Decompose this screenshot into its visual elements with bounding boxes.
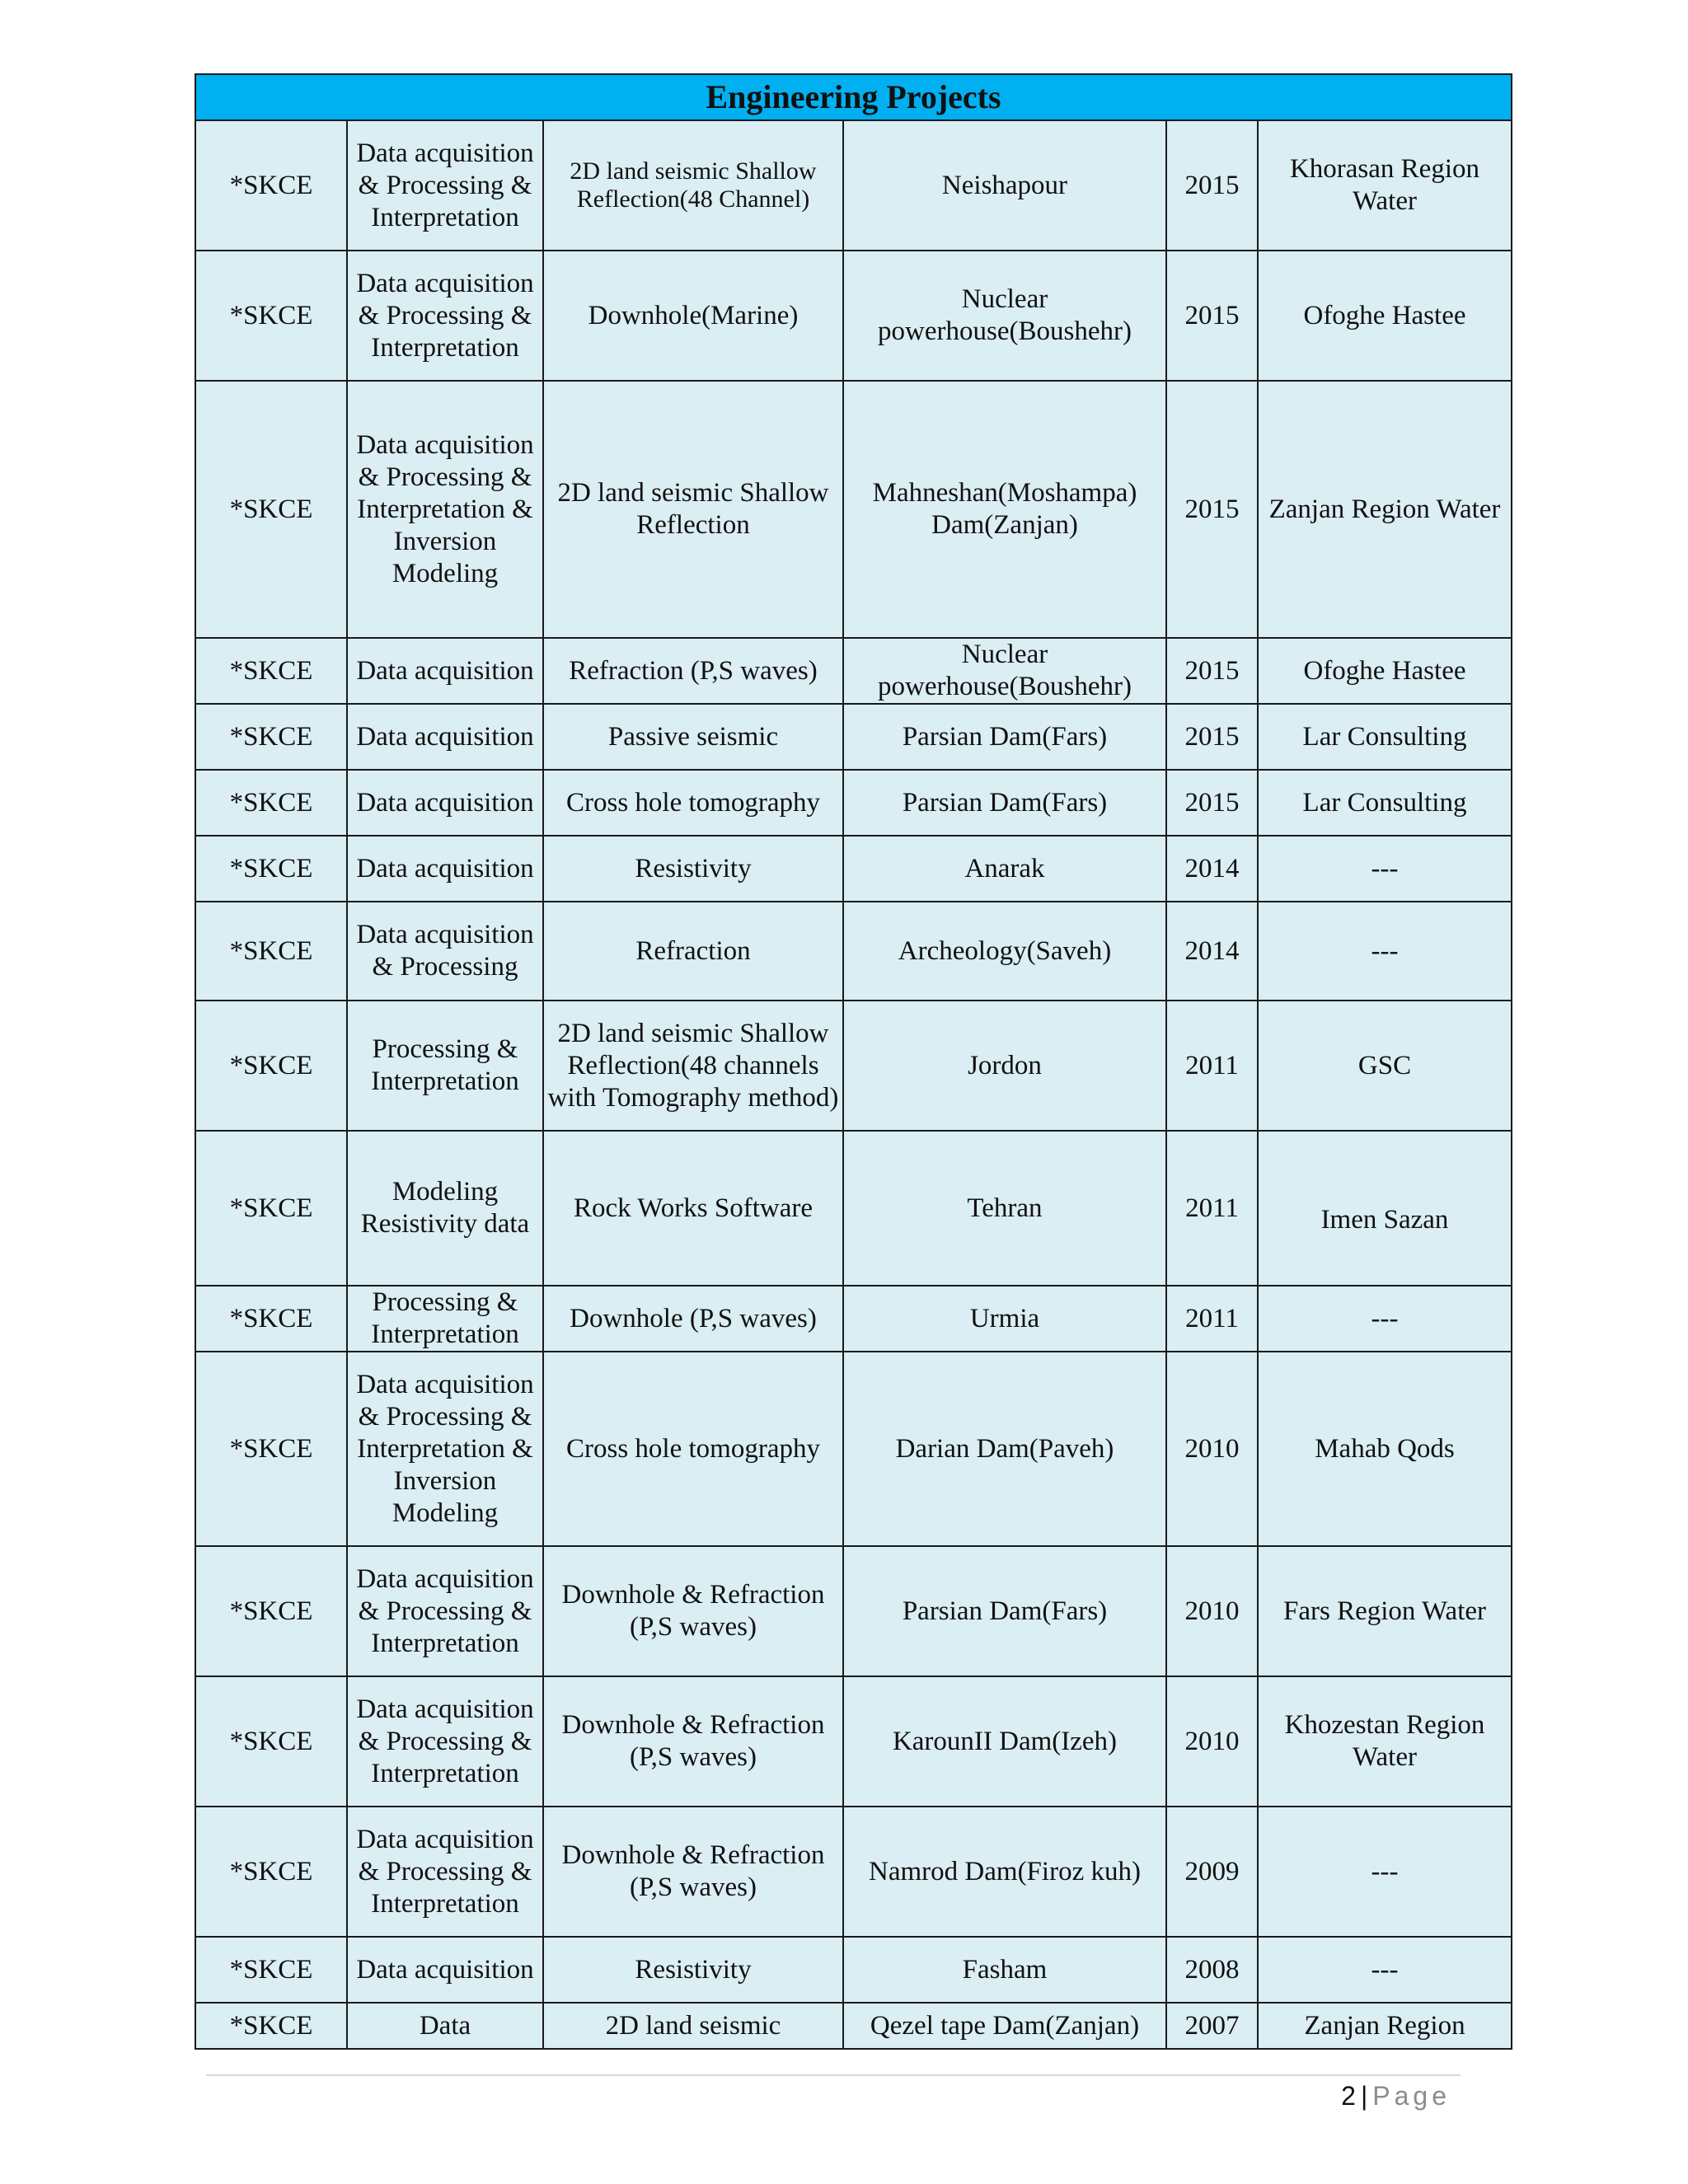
location-cell: Parsian Dam(Fars) <box>843 770 1166 836</box>
method-cell: Passive seismic <box>543 704 843 770</box>
table-row <box>195 1131 1512 1286</box>
client-cell: *SKCE <box>195 1546 347 1676</box>
method-cell: Downhole & Refraction (P,S waves) <box>543 1546 843 1676</box>
scope-cell: Data acquisition & Processing & Interpretation <box>347 1546 543 1676</box>
year-cell: 2014 <box>1166 836 1258 902</box>
location-cell: Anarak <box>843 836 1166 902</box>
year-cell: 2015 <box>1166 381 1258 638</box>
page-separator: | <box>1360 2081 1368 2111</box>
employer-cell: GSC <box>1258 1001 1512 1131</box>
page-number: 2 <box>1341 2081 1356 2111</box>
scope-cell: Data acquisition <box>347 770 543 836</box>
scope-cell: Data acquisition & Processing & Interpretation & Inversion Modeling <box>347 381 543 638</box>
location-cell: Nuclear powerhouse(Boushehr) <box>843 251 1166 381</box>
client-cell: *SKCE <box>195 251 347 381</box>
client-cell: *SKCE <box>195 1352 347 1546</box>
table-row <box>195 638 1512 704</box>
table-row <box>195 1807 1512 1937</box>
location-cell: Neishapour <box>843 120 1166 251</box>
location-cell: Fasham <box>843 1937 1166 2003</box>
client-cell: *SKCE <box>195 704 347 770</box>
employer-cell: Imen Sazan <box>1258 1131 1512 1286</box>
employer-cell: Mahab Qods <box>1258 1352 1512 1546</box>
method-cell: Cross hole tomography <box>543 770 843 836</box>
location-cell: KarounII Dam(Izeh) <box>843 1676 1166 1807</box>
client-cell: *SKCE <box>195 1286 347 1352</box>
scope-cell: Data <box>347 2003 543 2049</box>
location-cell: Tehran <box>843 1131 1166 1286</box>
year-cell: 2011 <box>1166 1001 1258 1131</box>
table-row <box>195 1937 1512 2003</box>
method-cell: Cross hole tomography <box>543 1352 843 1546</box>
method-cell: 2D land seismic Shallow Reflection <box>543 381 843 638</box>
employer-cell: Zanjan Region Water <box>1258 381 1512 638</box>
client-cell: *SKCE <box>195 902 347 1001</box>
year-cell: 2010 <box>1166 1546 1258 1676</box>
method-cell: Rock Works Software <box>543 1131 843 1286</box>
employer-cell: --- <box>1258 1807 1512 1937</box>
client-cell: *SKCE <box>195 1937 347 2003</box>
scope-cell: Processing & Interpretation <box>347 1286 543 1352</box>
table-title: Engineering Projects <box>195 74 1512 120</box>
scope-cell: Data acquisition & Processing & Interpretation <box>347 251 543 381</box>
footer-divider <box>206 2074 1461 2076</box>
scope-cell: Data acquisition <box>347 704 543 770</box>
client-cell: *SKCE <box>195 120 347 251</box>
employer-cell: Zanjan Region <box>1258 2003 1512 2049</box>
method-cell: Refraction (P,S waves) <box>543 638 843 704</box>
year-cell: 2015 <box>1166 770 1258 836</box>
scope-cell: Data acquisition & Processing & Interpretation <box>347 1676 543 1807</box>
method-cell: Downhole(Marine) <box>543 251 843 381</box>
employer-cell: --- <box>1258 902 1512 1001</box>
location-cell: Mahneshan(Moshampa) Dam(Zanjan) <box>843 381 1166 638</box>
employer-cell: Ofoghe Hastee <box>1258 251 1512 381</box>
scope-cell: Data acquisition & Processing & Interpretation <box>347 120 543 251</box>
year-cell: 2007 <box>1166 2003 1258 2049</box>
method-cell: Refraction <box>543 902 843 1001</box>
table-row <box>195 704 1512 770</box>
client-cell: *SKCE <box>195 1001 347 1131</box>
year-cell: 2009 <box>1166 1807 1258 1937</box>
year-cell: 2014 <box>1166 902 1258 1001</box>
employer-cell: --- <box>1258 836 1512 902</box>
year-cell: 2010 <box>1166 1676 1258 1807</box>
table-row <box>195 1676 1512 1807</box>
page-footer <box>1319 2081 1451 2111</box>
table-row <box>195 1546 1512 1676</box>
scope-cell: Data acquisition & Processing & Interpretation <box>347 1807 543 1937</box>
year-cell: 2011 <box>1166 1131 1258 1286</box>
method-cell: 2D land seismic Shallow Reflection(48 channels with Tomography method) <box>543 1001 843 1131</box>
scope-cell: Data acquisition & Processing & Interpretation & Inversion Modeling <box>347 1352 543 1546</box>
location-cell: Parsian Dam(Fars) <box>843 704 1166 770</box>
table-row <box>195 770 1512 836</box>
client-cell: *SKCE <box>195 1676 347 1807</box>
client-cell: *SKCE <box>195 1807 347 1937</box>
year-cell: 2015 <box>1166 704 1258 770</box>
employer-cell: Lar Consulting <box>1258 770 1512 836</box>
year-cell: 2010 <box>1166 1352 1258 1546</box>
year-cell: 2015 <box>1166 120 1258 251</box>
location-cell: Nuclear powerhouse(Boushehr) <box>843 638 1166 704</box>
method-cell: Resistivity <box>543 1937 843 2003</box>
scope-cell: Data acquisition <box>347 638 543 704</box>
scope-cell: Processing & Interpretation <box>347 1001 543 1131</box>
employer-cell: Fars Region Water <box>1258 1546 1512 1676</box>
table-row <box>195 381 1512 638</box>
employer-cell: Ofoghe Hastee <box>1258 638 1512 704</box>
table-row <box>195 902 1512 1001</box>
client-cell: *SKCE <box>195 638 347 704</box>
table-row <box>195 836 1512 902</box>
table-row <box>195 251 1512 381</box>
method-cell: Downhole & Refraction (P,S waves) <box>543 1676 843 1807</box>
year-cell: 2015 <box>1166 638 1258 704</box>
employer-cell: --- <box>1258 1937 1512 2003</box>
method-cell: Downhole (P,S waves) <box>543 1286 843 1352</box>
client-cell: *SKCE <box>195 836 347 902</box>
location-cell: Qezel tape Dam(Zanjan) <box>843 2003 1166 2049</box>
table-row <box>195 1286 1512 1352</box>
year-cell: 2008 <box>1166 1937 1258 2003</box>
employer-cell: Lar Consulting <box>1258 704 1512 770</box>
scope-cell: Modeling Resistivity data <box>347 1131 543 1286</box>
scope-cell: Data acquisition <box>347 1937 543 2003</box>
location-cell: Jordon <box>843 1001 1166 1131</box>
scope-cell: Data acquisition <box>347 836 543 902</box>
client-cell: *SKCE <box>195 770 347 836</box>
client-cell: *SKCE <box>195 1131 347 1286</box>
scope-cell: Data acquisition & Processing <box>347 902 543 1001</box>
table-row <box>195 1001 1512 1131</box>
client-cell: *SKCE <box>195 381 347 638</box>
method-cell: 2D land seismic <box>543 2003 843 2049</box>
engineering-projects-table <box>195 73 1512 2050</box>
table-row <box>195 1352 1512 1546</box>
location-cell: Urmia <box>843 1286 1166 1352</box>
method-cell: 2D land seismic Shallow Reflection(48 Channel) <box>543 120 843 251</box>
employer-cell: Khozestan Region Water <box>1258 1676 1512 1807</box>
year-cell: 2015 <box>1166 251 1258 381</box>
year-cell: 2011 <box>1166 1286 1258 1352</box>
method-cell: Resistivity <box>543 836 843 902</box>
page-label: Page <box>1372 2081 1451 2111</box>
location-cell: Archeology(Saveh) <box>843 902 1166 1001</box>
location-cell: Darian Dam(Paveh) <box>843 1352 1166 1546</box>
client-cell: *SKCE <box>195 2003 347 2049</box>
location-cell: Namrod Dam(Firoz kuh) <box>843 1807 1166 1937</box>
table-row <box>195 2003 1512 2049</box>
employer-cell: Khorasan Region Water <box>1258 120 1512 251</box>
table-row <box>195 120 1512 251</box>
employer-cell: --- <box>1258 1286 1512 1352</box>
location-cell: Parsian Dam(Fars) <box>843 1546 1166 1676</box>
method-cell: Downhole & Refraction (P,S waves) <box>543 1807 843 1937</box>
